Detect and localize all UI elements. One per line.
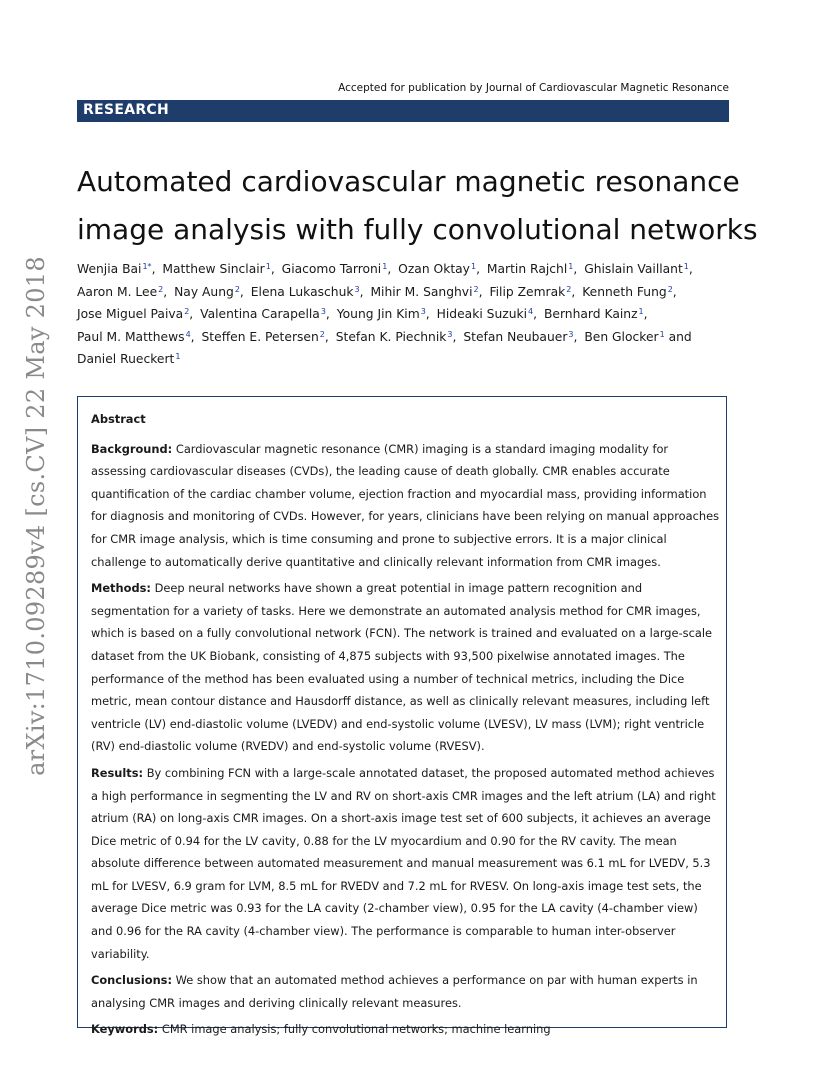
author-name-text: Ghislain Vaillant (584, 262, 683, 276)
author-name: Elena Lukaschuk$^3$, (250, 284, 364, 299)
author-name: Paul M. Matthews$^4$, (77, 329, 195, 344)
author-affiliation-link[interactable]: 1 (683, 262, 689, 271)
author-affiliation-link[interactable]: 1 (568, 262, 574, 271)
author-name: Martin Rajchl$^1$, (486, 262, 578, 276)
conclusions-text: We show that an automated method achieves a performance on par with human experts in analysing CMR images and deriving clinically relevant measures. (91, 973, 698, 1010)
author-name: Young Jin Kim$^3$, (336, 307, 430, 322)
abstract-conclusions (91, 969, 719, 1014)
author-name-text: Aaron M. Lee (77, 284, 158, 299)
author-name-text: Jose Miguel Paiva (77, 307, 184, 322)
author-name-text: Filip Zemrak (489, 284, 566, 299)
keywords-label: Keywords: (91, 1022, 159, 1037)
author-name-text: Nay Aung (174, 284, 234, 299)
author-name: Matthew Sinclair$^1$, (162, 262, 275, 276)
abstract-background (91, 438, 719, 574)
paper-title-line-1: Automated cardiovascular magnetic resonance (77, 165, 740, 198)
author-name-text: Wenjia Bai (77, 262, 142, 276)
author-affiliation-link[interactable]: 1 (659, 329, 665, 339)
author-affiliation-link[interactable]: 1 (382, 262, 388, 271)
author-list-and: and (668, 329, 692, 344)
abstract-methods (91, 577, 719, 758)
author-affiliation-link[interactable]: 2 (158, 284, 164, 294)
author-affiliation-link[interactable]: 1 (265, 262, 271, 271)
author-affiliation-link[interactable]: 4 (528, 307, 534, 317)
author-affiliation-link[interactable]: 1 (638, 307, 644, 317)
author-name-text: Elena Lukaschuk (250, 284, 354, 299)
author-name-text: Mihir M. Sanghvi (370, 284, 473, 299)
author-name: Steffen E. Petersen$^2$, (201, 329, 329, 344)
paper-title-line-2: image analysis with fully convolutional networks (77, 213, 758, 246)
abstract-content (91, 408, 719, 1045)
author-name: Ghislain Vaillant$^1$, (584, 262, 693, 276)
author-affiliation-link[interactable]: 2 (234, 284, 240, 294)
results-text: By combining FCN with a large-scale annotated dataset, the proposed automated method achieves a high performance in segmenting the LV and RV on short-axis CMR images and the left atrium (LA) and right atrium (RA) on long-axis CMR images. On a short-axis image test set of 600 subjects, it achieves an average Dice metric of 0.94 for the LV cavity, 0.88 for the LV myocardium and 0.90 for the RV cavity. The mean absolute difference between automated measurement and manual measurement was 6.1 mL for LVEDV, 5.3 mL for LVESV, 6.9 gram for LVM, 8.5 mL for RVEDV and 7.2 mL for RVESV. On long-axis image test sets, the average Dice metric was 0.93 for the LA cavity (2-chamber view), 0.95 for the LA cavity (4-chamber view) and 0.96 for the RA cavity (4-chamber view). The performance is comparable to human inter-observer variability. (91, 765, 716, 961)
author-affiliation-link[interactable]: 2 (566, 284, 572, 294)
author-affiliation-link[interactable]: 3 (447, 329, 453, 339)
methods-label: Methods: (91, 581, 151, 596)
author-name-text: Paul M. Matthews (77, 329, 185, 344)
author-affiliation-link[interactable]: 3 (420, 307, 426, 317)
publication-note: Accepted for publication by Journal of Cardiovascular Magnetic Resonance (338, 82, 729, 94)
author-name-text: Steffen E. Petersen (201, 329, 319, 344)
author-name-text: Young Jin Kim (336, 307, 420, 322)
author-name (77, 352, 180, 366)
author-affiliation-link[interactable]: 1* (142, 262, 152, 271)
abstract-box (77, 396, 727, 1037)
author-name: Hideaki Suzuki$^4$, (436, 307, 538, 322)
section-label: RESEARCH (83, 102, 169, 118)
keywords-text: CMR image analysis; fully convolutional networks; machine learning (161, 1022, 551, 1037)
author-name-text: Valentina Carapella (200, 307, 320, 322)
author-affiliation-link[interactable]: 1 (470, 262, 477, 271)
author-name: Kenneth Fung$^2$, (582, 284, 677, 299)
author-name-text: Stefan Neubauer (463, 329, 568, 344)
author-name: Nay Aung$^2$, (174, 284, 244, 299)
author-name: Stefan Neubauer$^3$, (463, 329, 578, 344)
author-affiliation-link[interactable]: 2 (319, 329, 325, 339)
author-name: Mihir M. Sanghvi$^2$, (370, 284, 483, 299)
author-name-text: Hideaki Suzuki (436, 307, 528, 322)
author-name-text: Stefan K. Piechnik (335, 329, 447, 344)
author-affiliation-link[interactable]: 2 (473, 284, 479, 294)
author-name-text: Martin Rajchl (486, 262, 568, 276)
author-affiliation-link[interactable]: 4 (185, 329, 191, 339)
abstract-keywords (91, 1018, 719, 1041)
author-list (77, 258, 733, 371)
author-name-text: Giacomo Tarroni (281, 262, 382, 276)
author-name-text: Kenneth Fung (582, 284, 667, 299)
author-name: Filip Zemrak$^2$, (489, 284, 576, 299)
author-name: Giacomo Tarroni$^1$, (281, 262, 392, 276)
author-name-text: Ben Glocker (584, 329, 659, 344)
author-name-text: Matthew Sinclair (162, 262, 265, 276)
author-name-text: Bernhard Kainz (543, 307, 638, 322)
author-name: Valentina Carapella$^3$, (200, 307, 330, 322)
author-name: Aaron M. Lee$^2$, (77, 284, 168, 299)
paper-title (77, 158, 758, 254)
author-name: Ozan Oktay$^1$, (398, 262, 480, 276)
author-affiliation-link[interactable]: 2 (184, 307, 190, 317)
author-affiliation-link[interactable]: 3 (354, 284, 360, 294)
abstract-heading: Abstract (91, 412, 146, 426)
abstract-results (91, 762, 719, 965)
author-name (584, 330, 664, 344)
author-name: Jose Miguel Paiva$^2$, (77, 307, 194, 322)
background-label: Background: (91, 441, 173, 456)
arxiv-identifier-text: arXiv:1710.09289v4 [cs.CV] 22 May 2018 (22, 256, 50, 776)
author-name: Wenjia Bai$^{1*}$, (77, 262, 156, 276)
methods-text: Deep neural networks have shown a great potential in image pattern recognition and segmentation for a variety of tasks. Here we demonstrate an automated analysis method for CMR images, which is based on a fully convolutional network (FCN). The network is trained and evaluated on a large-scale dataset from the UK Biobank, consisting of 4,875 subjects with 93,500 pixelwise annotated images. The performance of the method has been evaluated using a number of technical metrics, including the Dice metric, mean contour distance and Hausdorff distance, as well as clinically relevant measures, including left ventricle (LV) end-diastolic volume (LVEDV) and end-systolic volume (LVESV), LV mass (LVM); right ventricle (RV) end-diastolic volume (RVEDV) and end-systolic volume (RVESV). (91, 581, 713, 754)
author-affiliation-link[interactable]: 3 (320, 307, 326, 317)
author-name-text: Daniel Rueckert (77, 352, 175, 367)
conclusions-label: Conclusions: (91, 973, 173, 988)
results-label: Results: (91, 765, 144, 780)
author-name: Bernhard Kainz$^1$, (543, 307, 648, 322)
background-text: Cardiovascular magnetic resonance (CMR) imaging is a standard imaging modality for assessing cardiovascular diseases (CVDs), the leading cause of death globally. CMR enables accurate quantification of the cardiac chamber volume, ejection fraction and myocardial mass, providing information for diagnosis and monitoring of CVDs. However, for years, clinicians have been relying on manual approaches for CMR image analysis, which is time consuming and prone to subjective errors. It is a major clinical challenge to automatically derive quantitative and clinically relevant information from CMR images. (91, 441, 720, 569)
author-affiliation-link[interactable]: 2 (667, 284, 673, 294)
author-affiliation-link[interactable]: 1 (175, 352, 181, 362)
author-name-text: Ozan Oktay (398, 262, 470, 276)
author-affiliation-link[interactable]: 3 (568, 329, 574, 339)
section-banner (77, 100, 729, 122)
author-name: Stefan K. Piechnik$^3$, (335, 329, 457, 344)
